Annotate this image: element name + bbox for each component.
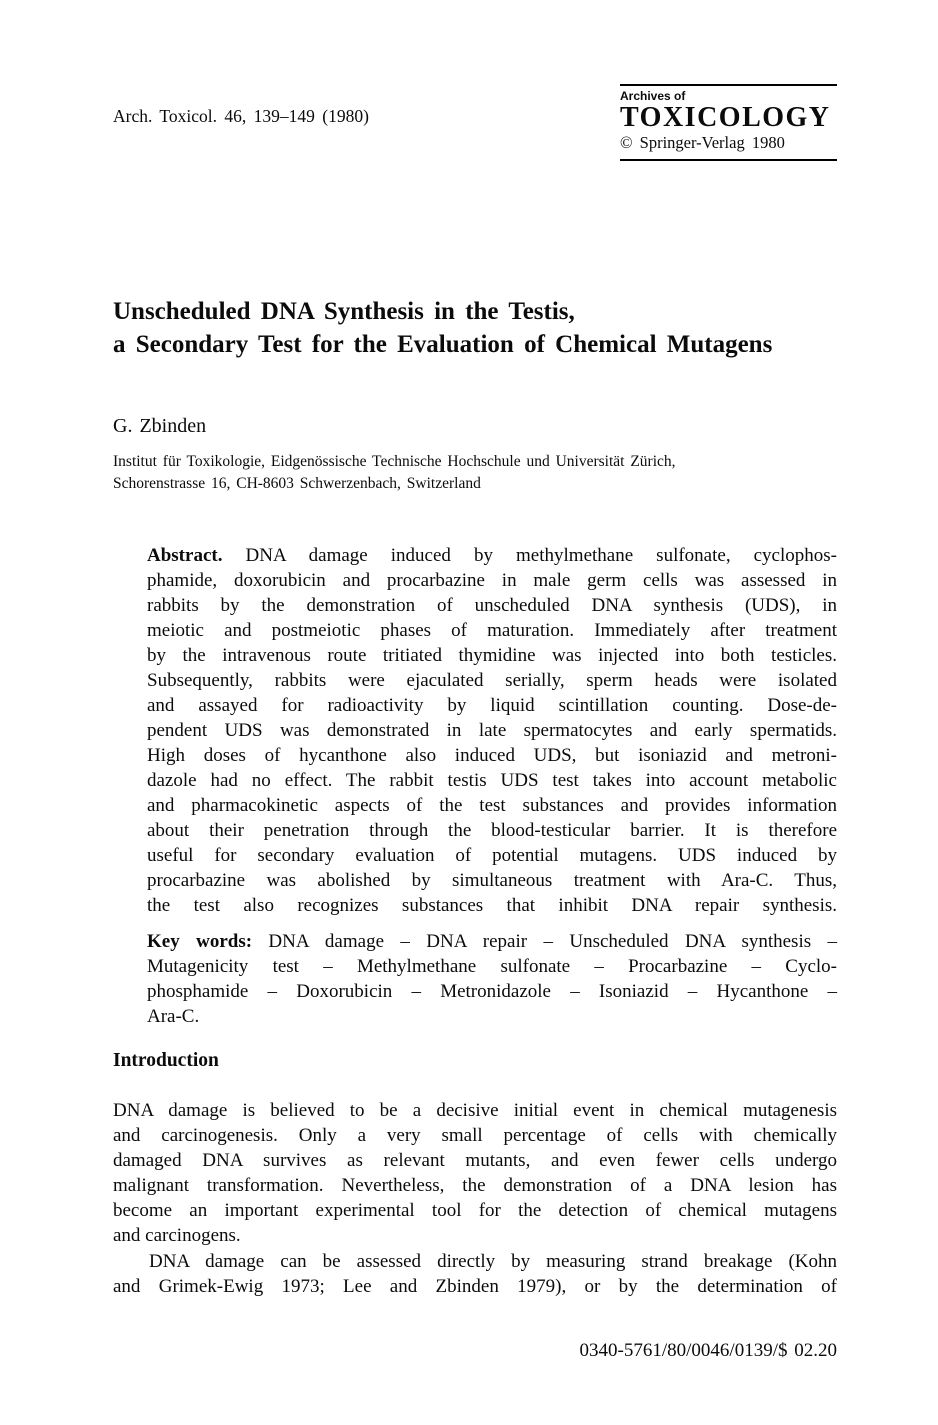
text-line: become an important experimental tool for the detection of chemical mutagens <box>113 1200 837 1221</box>
text-line: and assayed for radioactivity by liquid scintillation counting. Dose-de- <box>147 695 837 716</box>
title-line-2: a Secondary Test for the Evaluation of Chemical Mutagens <box>113 331 773 358</box>
keywords-section <box>147 929 837 1029</box>
text-line: dazole had no effect. The rabbit testis UDS test takes into account metabolic <box>147 770 837 791</box>
text-line: phamide, doxorubicin and procarbazine in male germ cells was assessed in <box>147 570 837 591</box>
affiliation-line-2: Schorenstrasse 16, CH-8603 Schwerzenbach, Switzerland <box>113 475 481 492</box>
text-line: by the intravenous route tritiated thymidine was injected into both testicles. <box>147 645 837 666</box>
article-title <box>113 295 853 361</box>
text-line: phosphamide – Doxorubicin – Metronidazole – Isoniazid – Hycanthone – <box>147 981 837 1002</box>
author-name: G. Zbinden <box>113 415 207 437</box>
abstract-label: Abstract. <box>147 545 223 566</box>
text-line: High doses of hycanthone also induced UDS, but isoniazid and metroni- <box>147 745 837 766</box>
masthead-series: Archives of <box>620 89 686 103</box>
masthead-copyright: © Springer-Verlag 1980 <box>620 133 785 152</box>
affiliation <box>113 451 853 495</box>
text-line: the test also recognizes substances that inhibit DNA repair synthesis. <box>147 895 837 916</box>
text-line: DNA damage is believed to be a decisive initial event in chemical mutagenesis <box>113 1100 837 1121</box>
text-line: damaged DNA survives as relevant mutants, and even fewer cells undergo <box>113 1150 837 1171</box>
text-line: rabbits by the demonstration of unscheduled DNA synthesis (UDS), in <box>147 595 837 616</box>
issn-price-code: 0340-5761/80/0046/0139/$ 02.20 <box>579 1340 837 1361</box>
text-line: and carcinogens. <box>113 1225 241 1246</box>
text-line: and pharmacokinetic aspects of the test substances and provides information <box>147 795 837 816</box>
title-line-1: Unscheduled DNA Synthesis in the Testis, <box>113 298 575 325</box>
abstract-first-line-text: DNA damage induced by methylmethane sulfonate, cyclophos- <box>222 545 837 566</box>
keywords-first-line-text: DNA damage – DNA repair – Unscheduled DNA synthesis – <box>252 931 837 952</box>
text-line: about their penetration through the blood-testicular barrier. It is therefore <box>147 820 837 841</box>
introduction-heading: Introduction <box>113 1050 219 1071</box>
intro-paragraph-2 <box>113 1249 837 1299</box>
text-line: DNA damage can be assessed directly by measuring strand breakage (Kohn <box>149 1251 837 1272</box>
text-line: and Grimek-Ewig 1973; Lee and Zbinden 1979), or by the determination of <box>113 1276 837 1297</box>
text-line: malignant transformation. Nevertheless, the demonstration of a DNA lesion has <box>113 1175 837 1196</box>
abstract-section <box>147 543 837 918</box>
keywords-label: Key words: <box>147 931 253 952</box>
keywords-text <box>147 954 837 1029</box>
text-line: Ara-C. <box>147 1006 200 1027</box>
text-line: procarbazine was abolished by simultaneous treatment with Ara-C. Thus, <box>147 870 837 891</box>
abstract-first-line <box>147 543 837 568</box>
text-line: Mutagenicity test – Methylmethane sulfonate – Procarbazine – Cyclo- <box>147 956 837 977</box>
text-line: and carcinogenesis. Only a very small percentage of cells with chemically <box>113 1125 837 1146</box>
intro-paragraph-1 <box>113 1098 837 1248</box>
text-line: useful for secondary evaluation of potential mutagens. UDS induced by <box>147 845 837 866</box>
text-line: meiotic and postmeiotic phases of maturation. Immediately after treatment <box>147 620 837 641</box>
masthead <box>620 84 837 161</box>
masthead-journal-title: TOXICOLOGY <box>620 102 831 133</box>
abstract-text <box>147 568 837 918</box>
journal-reference: Arch. Toxicol. 46, 139–149 (1980) <box>113 106 369 126</box>
text-line: Subsequently, rabbits were ejaculated serially, sperm heads were isolated <box>147 670 837 691</box>
keywords-first-line <box>147 929 837 954</box>
affiliation-line-1: Institut für Toxikologie, Eidgenössische Technische Hochschule und Universität Zürich, <box>113 453 676 470</box>
text-line: pendent UDS was demonstrated in late spermatocytes and early spermatids. <box>147 720 837 741</box>
